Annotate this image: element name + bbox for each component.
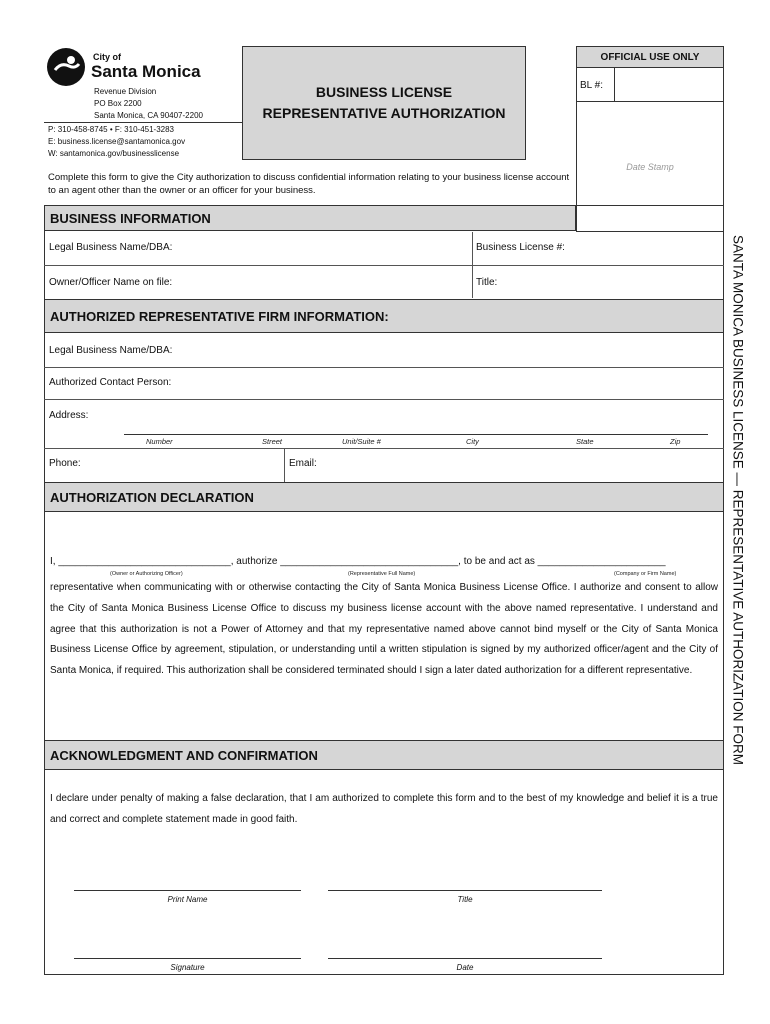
address-part-state: State (576, 437, 594, 446)
form-title-line2: REPRESENTATIVE AUTHORIZATION (262, 105, 506, 121)
date-line[interactable] (328, 958, 602, 959)
declaration-body: representative when communicating with or otherwise contacting the City of Santa Monica Business License Office. I authorize and consent to allow the City of Santa Monica Business License Office to discuss my business license account with the above named representative. I understand and agree that this authorization is not a Power of Attorney and that my representative named above cannot bind myself or the City of Santa Monica Business License Office by agreement, stipulation, or understanding until a written stipulation is signed by my authorized officer/agent and the City of Santa Monica, if required. This authorization shall be considered terminated should I sign a later dated authorization for a different representative. (50, 582, 718, 677)
signature-line[interactable] (74, 958, 301, 959)
print-name-line[interactable] (74, 890, 301, 891)
rep-address-field[interactable] (44, 400, 724, 434)
form-title-line1: BUSINESS LICENSE (315, 84, 453, 100)
city-logo-icon (47, 48, 85, 86)
representative-caption: (Representative Full Name) (348, 571, 416, 577)
owner-title-label: Title: (476, 277, 498, 288)
company-caption: (Company or Firm Name) (614, 571, 677, 577)
address-part-street: Street (262, 437, 283, 446)
section-acknowledgment: ACKNOWLEDGMENT AND CONFIRMATION (44, 740, 724, 770)
owner-officer-name-field[interactable] (44, 266, 472, 298)
business-license-number-label: Business License #: (476, 242, 565, 253)
bl-number-label: BL #: (580, 80, 603, 91)
logo-city-of: City of (93, 52, 121, 62)
form-title-box (242, 46, 526, 160)
print-name-caption: Print Name (167, 895, 208, 904)
section-business-information: BUSINESS INFORMATION (44, 205, 576, 231)
logo-city-name: Santa Monica (91, 62, 201, 81)
owner-title-field[interactable] (473, 266, 724, 298)
section-authorized-representative: AUTHORIZED REPRESENTATIVE FIRM INFORMATION: (44, 299, 724, 333)
signature-caption: Signature (170, 963, 205, 972)
bl-divider (614, 68, 615, 102)
title-caption: Title (457, 895, 473, 904)
rep-contact-person-label: Authorized Contact Person: (49, 377, 172, 388)
rep-legal-name-field[interactable] (44, 334, 724, 366)
rep-address-label: Address: (49, 410, 89, 421)
legal-business-name-label: Legal Business Name/DBA: (49, 242, 173, 253)
intro-text: Complete this form to give the City authorization to discuss confidential information relating to your business license account to an agent other than the owner or an officer for your business. (48, 172, 570, 196)
date-stamp-label: Date Stamp (626, 162, 674, 172)
address-part-unit: Unit/Suite # (342, 437, 381, 446)
rep-phone-label: Phone: (49, 458, 81, 469)
po-box: PO Box 2200 (94, 99, 142, 108)
owner-caption: (Owner or Authorizing Officer) (110, 571, 183, 577)
title-line[interactable] (328, 890, 602, 891)
phone-fax: P: 310-458-8745 • F: 310-451-3283 (48, 125, 174, 134)
section-authorization-declaration: AUTHORIZATION DECLARATION (44, 482, 724, 512)
city-state: Santa Monica, CA 90407-2200 (94, 111, 203, 120)
address-part-number: Number (146, 437, 173, 446)
rep-email-label: Email: (289, 458, 317, 469)
address-part-zip: Zip (670, 437, 681, 446)
rep-phone-field[interactable] (44, 449, 284, 481)
side-vertical-title (726, 230, 750, 770)
division: Revenue Division (94, 87, 157, 96)
website: W: santamonica.gov/businesslicense (48, 149, 180, 158)
side-vertical-text: SANTA MONICA BUSINESS LICENSE — REPRESENTATIVE AUTHORIZATION FORM (730, 234, 746, 766)
business-license-number-field[interactable] (473, 232, 724, 264)
email-address: E: business.license@santamonica.gov (48, 137, 186, 146)
legal-business-name-field[interactable] (44, 232, 472, 264)
rep-legal-name-label: Legal Business Name/DBA: (49, 345, 173, 356)
acknowledgment-body: I declare under penalty of making a false declaration, that I am authorized to complete this form and to the best of my knowledge and belief it is a true and correct and complete statement made in good faith. (50, 793, 718, 825)
rep-contact-person-field[interactable] (44, 368, 724, 398)
date-caption: Date (456, 963, 474, 972)
owner-officer-name-label: Owner/Officer Name on file: (49, 277, 173, 288)
address-underline (124, 434, 708, 435)
declaration-fill-line[interactable]: I, _______________________________, authorize ________________________________, to be and act as _______________________ (50, 556, 666, 567)
header-divider (44, 122, 242, 123)
rep-email-field[interactable] (285, 449, 724, 481)
official-use-header: OFFICIAL USE ONLY (576, 46, 724, 68)
address-part-city: City (466, 437, 479, 446)
